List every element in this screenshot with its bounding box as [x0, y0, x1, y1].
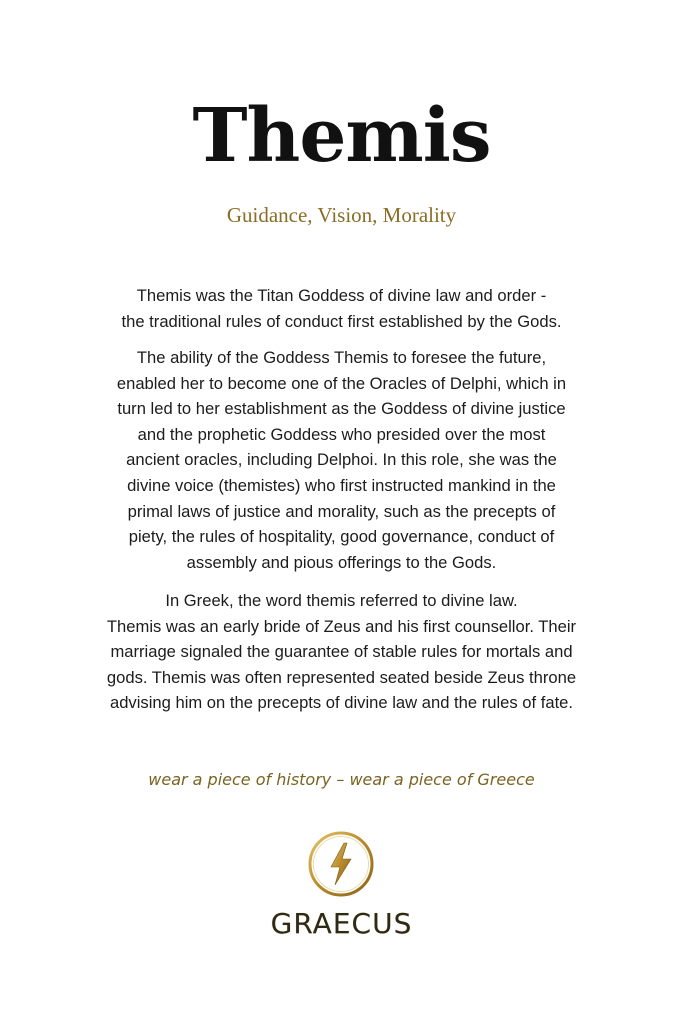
- paragraph-line: piety, the rules of hospitality, good governance, conduct of: [128, 527, 555, 547]
- paragraph-line: enabled her to become one of the Oracles of Delphi, which in: [116, 373, 567, 393]
- tagline: wear a piece of history – wear a piece of Greece: [148, 770, 535, 789]
- paragraph-line: advising him on the precepts of divine law and the rules of fate.: [109, 693, 574, 713]
- paragraph-intro: [80, 283, 603, 334]
- paragraph-line: the traditional rules of conduct first established by the Gods.: [121, 311, 562, 331]
- paragraph-line: Themis was the Titan Goddess of divine law and order -: [136, 286, 547, 305]
- lightning-bolt-circle-icon: [307, 830, 375, 898]
- paragraph-oracle: [80, 345, 603, 575]
- paragraph-line: divine voice (themistes) who first instructed mankind in the: [127, 475, 556, 495]
- paragraph-line: marriage signaled the guarantee of stable rules for mortals and: [110, 642, 573, 662]
- paragraph-zeus: [80, 588, 603, 716]
- page-title: Themis: [192, 93, 491, 179]
- paragraph-line: gods. Themis was often represented seated beside Zeus throne: [106, 667, 577, 687]
- paragraph-line: assembly and pious offerings to the Gods.: [186, 552, 497, 572]
- paragraph-line: and the prophetic Goddess who presided over the most: [137, 424, 546, 444]
- paragraph-line: Themis was an early bride of Zeus and his first counsellor. Their: [106, 616, 577, 636]
- paragraph-line: ancient oracles, including Delphoi. In this role, she was the: [126, 450, 557, 470]
- brand-wordmark: GRAECUS: [270, 907, 413, 940]
- subtitle: Guidance, Vision, Morality: [226, 203, 457, 227]
- paragraph-line: primal laws of justice and morality, such as the precepts of: [127, 501, 556, 521]
- paragraph-line: In Greek, the word themis referred to divine law.: [165, 591, 518, 610]
- paragraph-line: turn led to her establishment as the Goddess of divine justice: [117, 399, 566, 419]
- paragraph-line: The ability of the Goddess Themis to foresee the future,: [136, 348, 547, 367]
